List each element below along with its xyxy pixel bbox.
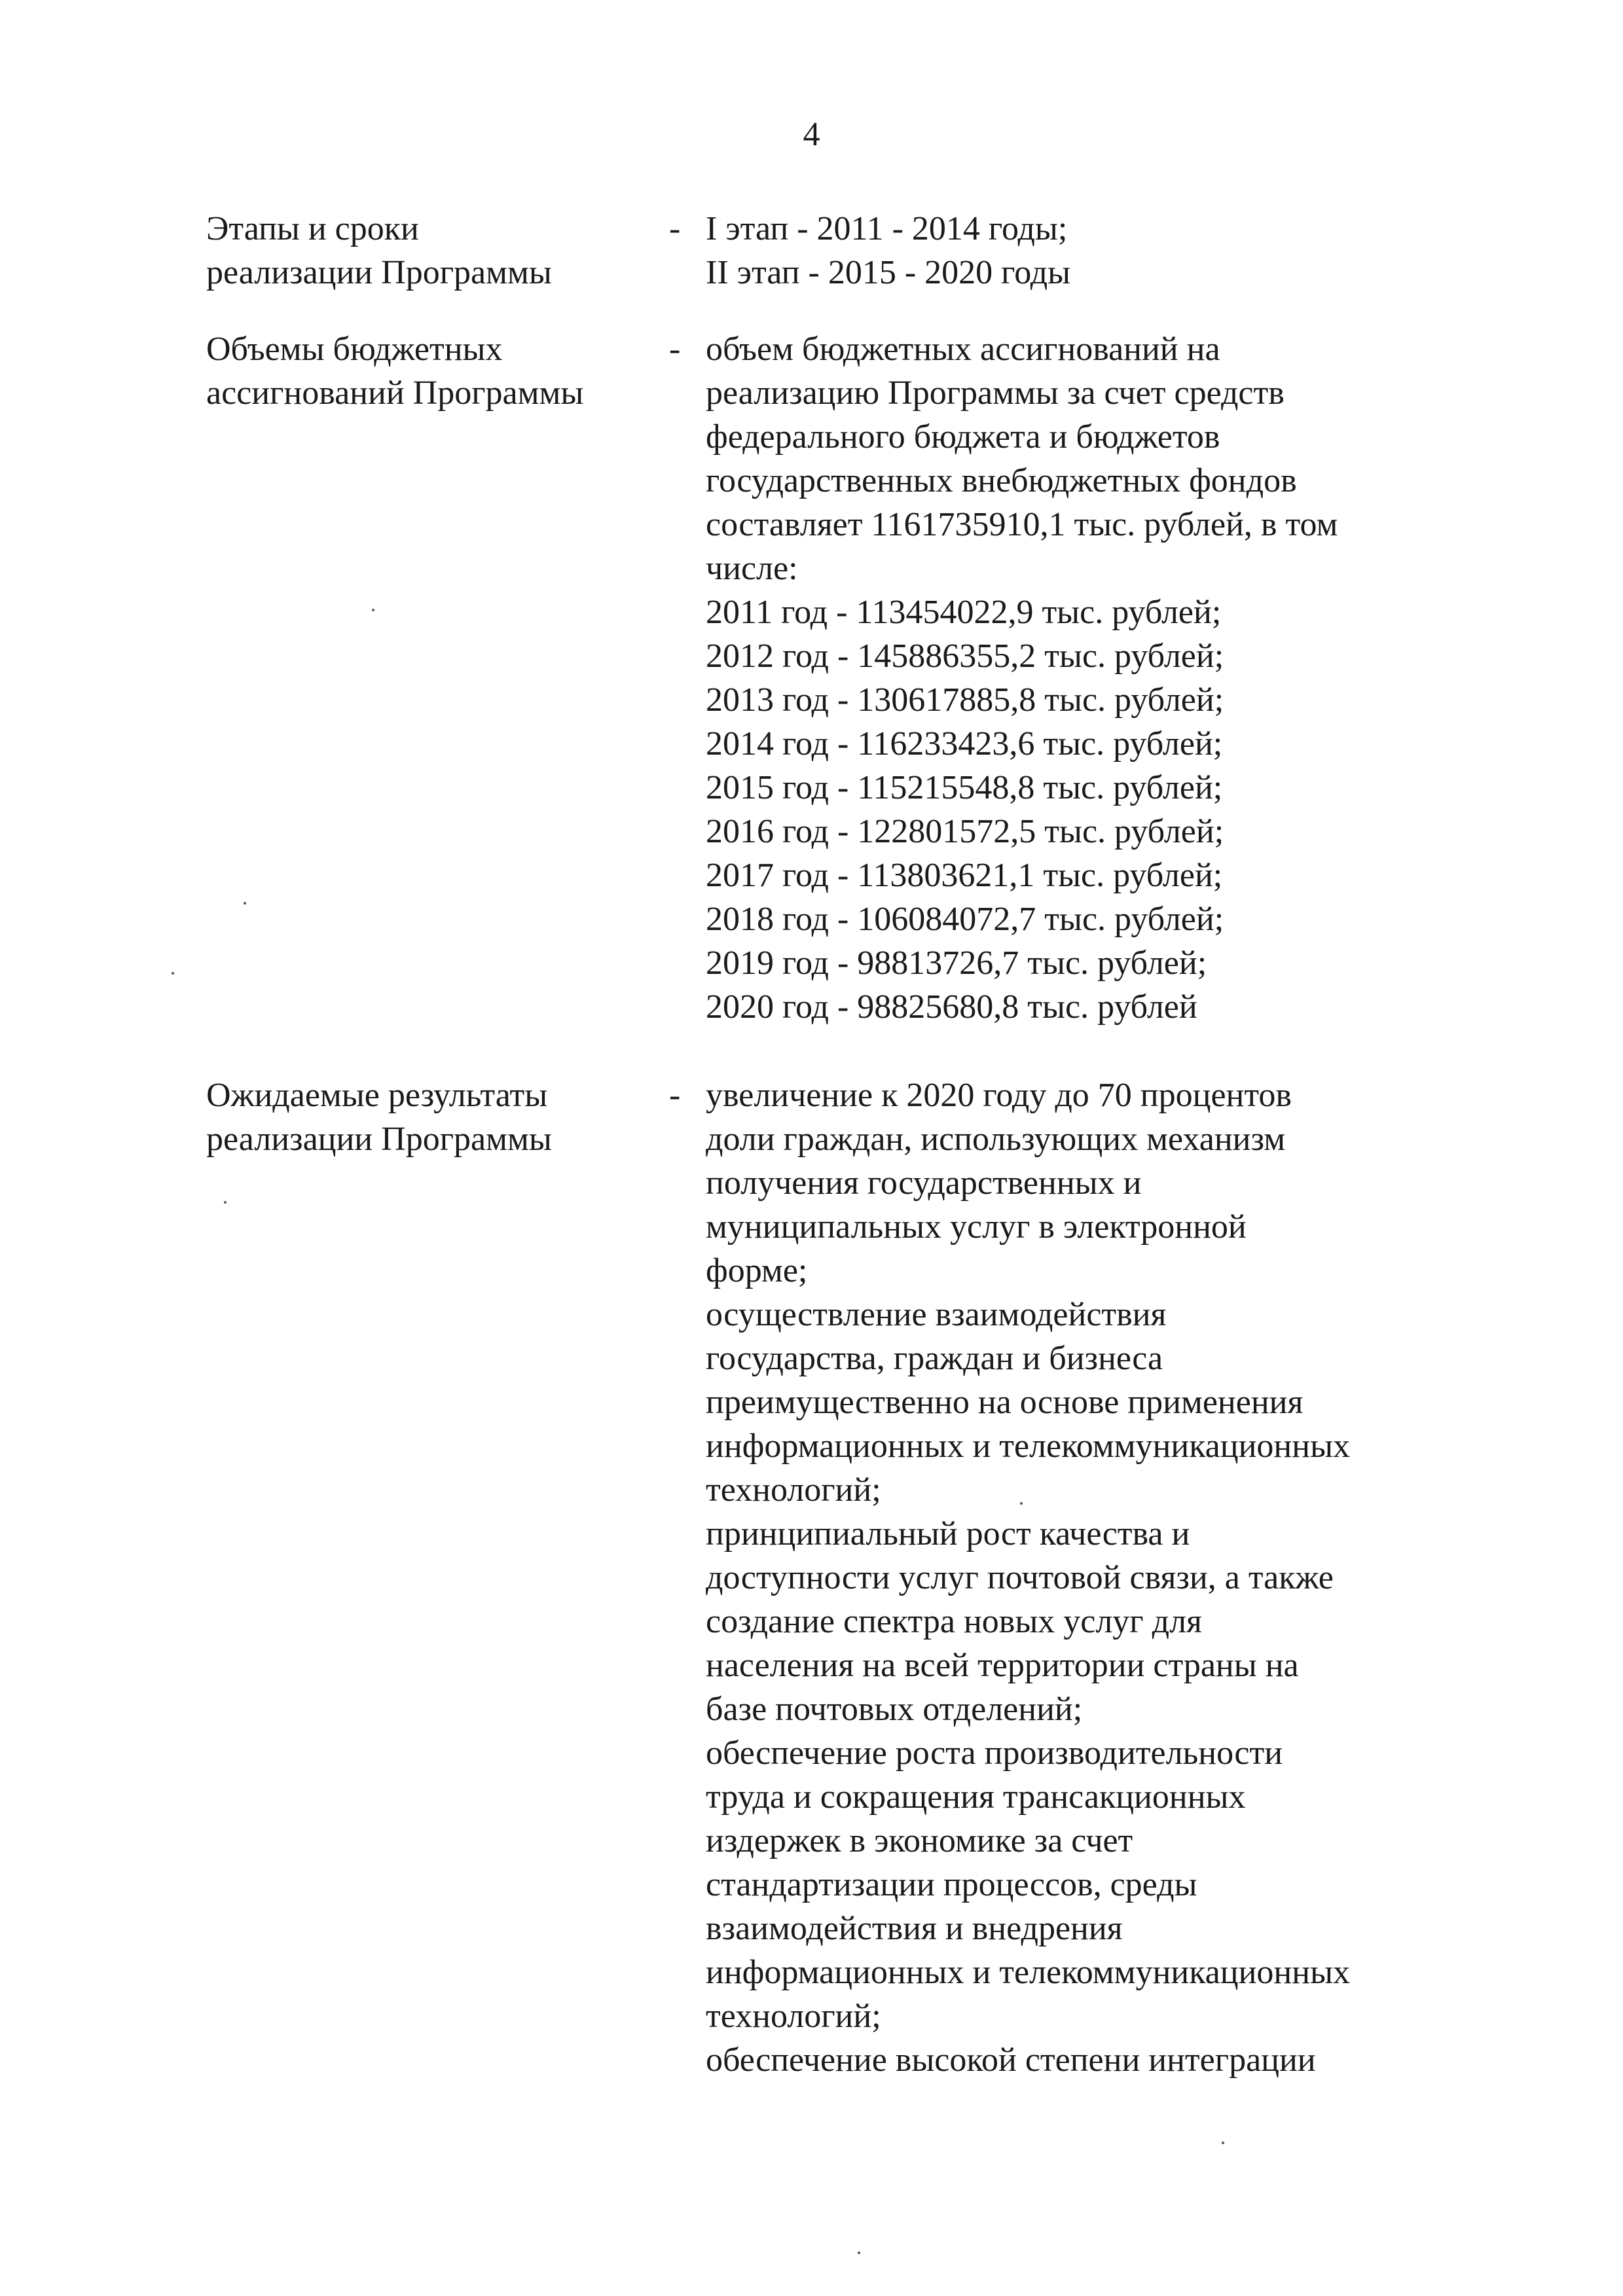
section-budget-value <box>706 327 1491 1029</box>
budget-year-line: 2013 год - 130617885,8 тыс. рублей; <box>706 681 1224 719</box>
section-budget-label <box>206 327 651 415</box>
value-line: обеспечение роста производительности <box>706 1734 1283 1772</box>
budget-year-line: 2019 год - 98813726,7 тыс. рублей; <box>706 944 1207 982</box>
value-line: форме; <box>706 1252 808 1289</box>
label-line: реализации Программы <box>206 254 552 291</box>
value-line: I этап - 2011 - 2014 годы; <box>706 210 1068 247</box>
value-line: получения государственных и <box>706 1164 1142 1202</box>
section-results-dash: - <box>669 1077 681 1114</box>
label-line: Ожидаемые результаты <box>206 1077 548 1114</box>
scan-speck <box>244 902 246 905</box>
value-line: информационных и телекоммуникационных <box>706 1427 1351 1465</box>
label-line: реализации Программы <box>206 1121 552 1158</box>
value-line: технологий; <box>706 1471 881 1509</box>
label-line: Объемы бюджетных <box>206 331 503 368</box>
value-line: труда и сокращения трансакционных <box>706 1778 1246 1816</box>
scan-speck <box>1222 2142 1224 2144</box>
section-results-value <box>706 1073 1491 2082</box>
scan-speck <box>372 609 374 611</box>
value-line: издержек в экономике за счет <box>706 1822 1133 1859</box>
budget-year-line: 2016 год - 122801572,5 тыс. рублей; <box>706 813 1224 850</box>
scan-speck <box>1020 1502 1023 1505</box>
value-line: информационных и телекоммуникационных <box>706 1954 1351 1991</box>
value-line: преимущественно на основе применения <box>706 1384 1304 1421</box>
value-line: федерального бюджета и бюджетов <box>706 418 1220 456</box>
value-line: взаимодействия и внедрения <box>706 1910 1123 1947</box>
value-line: II этап - 2015 - 2020 годы <box>706 254 1071 291</box>
section-stages-value <box>706 207 1491 295</box>
value-line: государственных внебюджетных фондов <box>706 462 1297 499</box>
scan-speck <box>172 972 174 975</box>
value-line: государства, граждан и бизнеса <box>706 1340 1163 1377</box>
value-line: населения на всей территории страны на <box>706 1647 1299 1684</box>
page-number: 4 <box>803 116 820 153</box>
value-line: составляет 1161735910,1 тыс. рублей, в том <box>706 506 1338 543</box>
scan-speck <box>224 1201 227 1204</box>
value-line: обеспечение высокой степени интеграции <box>706 2041 1316 2079</box>
value-line: доступности услуг почтовой связи, а также <box>706 1559 1334 1596</box>
budget-year-line: 2011 год - 113454022,9 тыс. рублей; <box>706 594 1222 631</box>
section-results-label <box>206 1073 651 1161</box>
section-stages-label <box>206 207 651 295</box>
value-line: муниципальных услуг в электронной <box>706 1208 1247 1246</box>
value-line: доли граждан, использующих механизм <box>706 1121 1286 1158</box>
value-line: технологий; <box>706 1998 881 2035</box>
label-line: ассигнований Программы <box>206 374 584 412</box>
scan-speck <box>858 2251 860 2254</box>
value-line: объем бюджетных ассигнований на <box>706 331 1220 368</box>
value-line: базе почтовых отделений; <box>706 1691 1083 1728</box>
budget-year-line: 2017 год - 113803621,1 тыс. рублей; <box>706 857 1223 894</box>
budget-year-line: 2020 год - 98825680,8 тыс. рублей <box>706 988 1197 1026</box>
section-stages-dash: - <box>669 210 681 247</box>
value-line: реализацию Программы за счет средств <box>706 374 1285 412</box>
value-line: увеличение к 2020 году до 70 процентов <box>706 1077 1292 1114</box>
value-line: принципиальный рост качества и <box>706 1515 1190 1552</box>
value-line: осуществление взаимодействия <box>706 1296 1167 1333</box>
budget-year-line: 2015 год - 115215548,8 тыс. рублей; <box>706 769 1223 806</box>
value-line: создание спектра новых услуг для <box>706 1603 1202 1640</box>
label-line: Этапы и сроки <box>206 210 419 247</box>
section-budget-dash: - <box>669 331 681 368</box>
budget-year-line: 2018 год - 106084072,7 тыс. рублей; <box>706 901 1224 938</box>
budget-year-line: 2014 год - 116233423,6 тыс. рублей; <box>706 725 1223 762</box>
value-line: стандартизации процессов, среды <box>706 1866 1197 1903</box>
value-line: числе: <box>706 550 798 587</box>
budget-year-line: 2012 год - 145886355,2 тыс. рублей; <box>706 637 1224 675</box>
